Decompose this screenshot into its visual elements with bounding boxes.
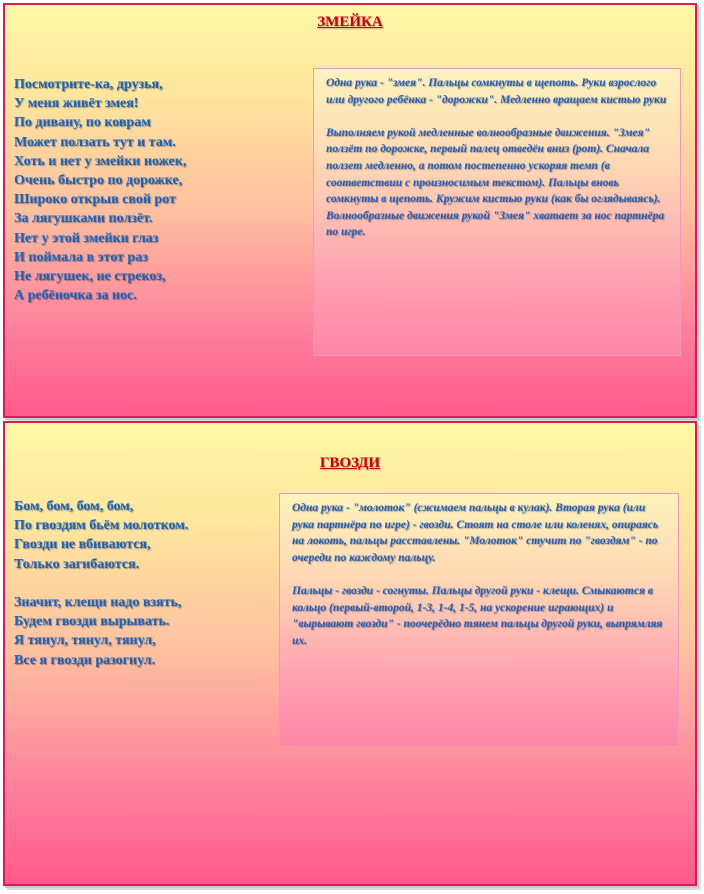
poem-line: Гвозди не вбиваются, — [14, 537, 151, 553]
instructions-paragraph: Одна рука - "змея". Пальцы сомкнуты в щепоть. Руки взрослого или другого ребёнка - "дорожки". Медленно вращаем кистью руки — [326, 77, 667, 106]
poem-line: И поймала в этот раз — [14, 249, 148, 265]
poem-line: Будем гвозди вырывать. — [14, 614, 170, 630]
poem-line: Не лягушек, не стрекоз, — [14, 269, 166, 285]
poem-line: Может ползать тут и там. — [14, 134, 176, 150]
poem-line: А ребёночка за нос. — [14, 288, 137, 304]
gvozdi-title: ГВОЗДИ — [319, 455, 381, 471]
poem-line: За лягушками ползёт. — [14, 211, 153, 227]
card-gvozdi — [3, 421, 697, 886]
poem-line: По дивану, по коврам — [14, 115, 151, 131]
gvozdi-poem — [14, 497, 274, 670]
poem-line: Бом, бом, бом, бом, — [14, 499, 134, 514]
poem-line: Широко открыв свой рот — [14, 192, 176, 208]
zmeyka-instructions — [313, 68, 681, 356]
instructions-paragraph: Одна рука - "молоток" (сжимаем пальцы в кулак). Вторая рука (или рука партнёра по игре) - гвозди. Стоят на столе или коленях, опираясь на локоть, пальцы расставлены. "Молоток" стучит по "гвоздям" - по очереди по каждому пальцу. — [292, 502, 659, 564]
poem-line: Я тянул, тянул, тянул, — [14, 633, 156, 649]
poem-line: Посмотрите-ка, друзья, — [14, 77, 163, 92]
poem-line: Очень быстро по дорожке, — [14, 173, 183, 189]
zmeyka-poem — [14, 75, 304, 305]
poem-line: Нет у этой змейки глаз — [14, 230, 159, 246]
poem-line: Значит, клещи надо взять, — [14, 595, 182, 610]
poem-line: Все я гвозди разогнул. — [14, 652, 156, 668]
poem-line: По гвоздям бьём молотком. — [14, 518, 189, 534]
stanza-gap — [14, 574, 274, 593]
zmeyka-title: ЗМЕЙКА — [317, 14, 383, 30]
paragraph-gap — [292, 566, 666, 583]
instructions-paragraph: Выполняем рукой медленные волнообразные движения. "Змея" ползёт по дорожке, первый палец отведён вниз (рот). Сначала ползет медленно, а потом постепенно ускоряя темп (в соответствии с произносимым текстом). Пальцы вновь сомкнуты в щепоть. Кружим кистью руки (как бы оглядываясь). Волнообразные движения рукой "Змея" хватает за нос партнёра по игре. — [326, 126, 665, 239]
poem-line: Только загибаются. — [14, 556, 140, 572]
poem-line: У меня живёт змея! — [14, 96, 139, 112]
poem-line: Хоть и нет у змейки ножек, — [14, 153, 187, 169]
gvozdi-instructions — [279, 493, 679, 747]
card-zmeyka — [3, 3, 697, 418]
instructions-paragraph: Пальцы - гвозди - согнуты. Пальцы другой руки - клещи. Смыкаются в кольцо (первый-второй, 1-3, 1-4, 1-5, на ускорение играющих) и "вырывают гвозди" - поочерёдно тянем пальцы другой руки, выпрямляя их. — [292, 584, 663, 647]
paragraph-gap — [326, 108, 668, 125]
